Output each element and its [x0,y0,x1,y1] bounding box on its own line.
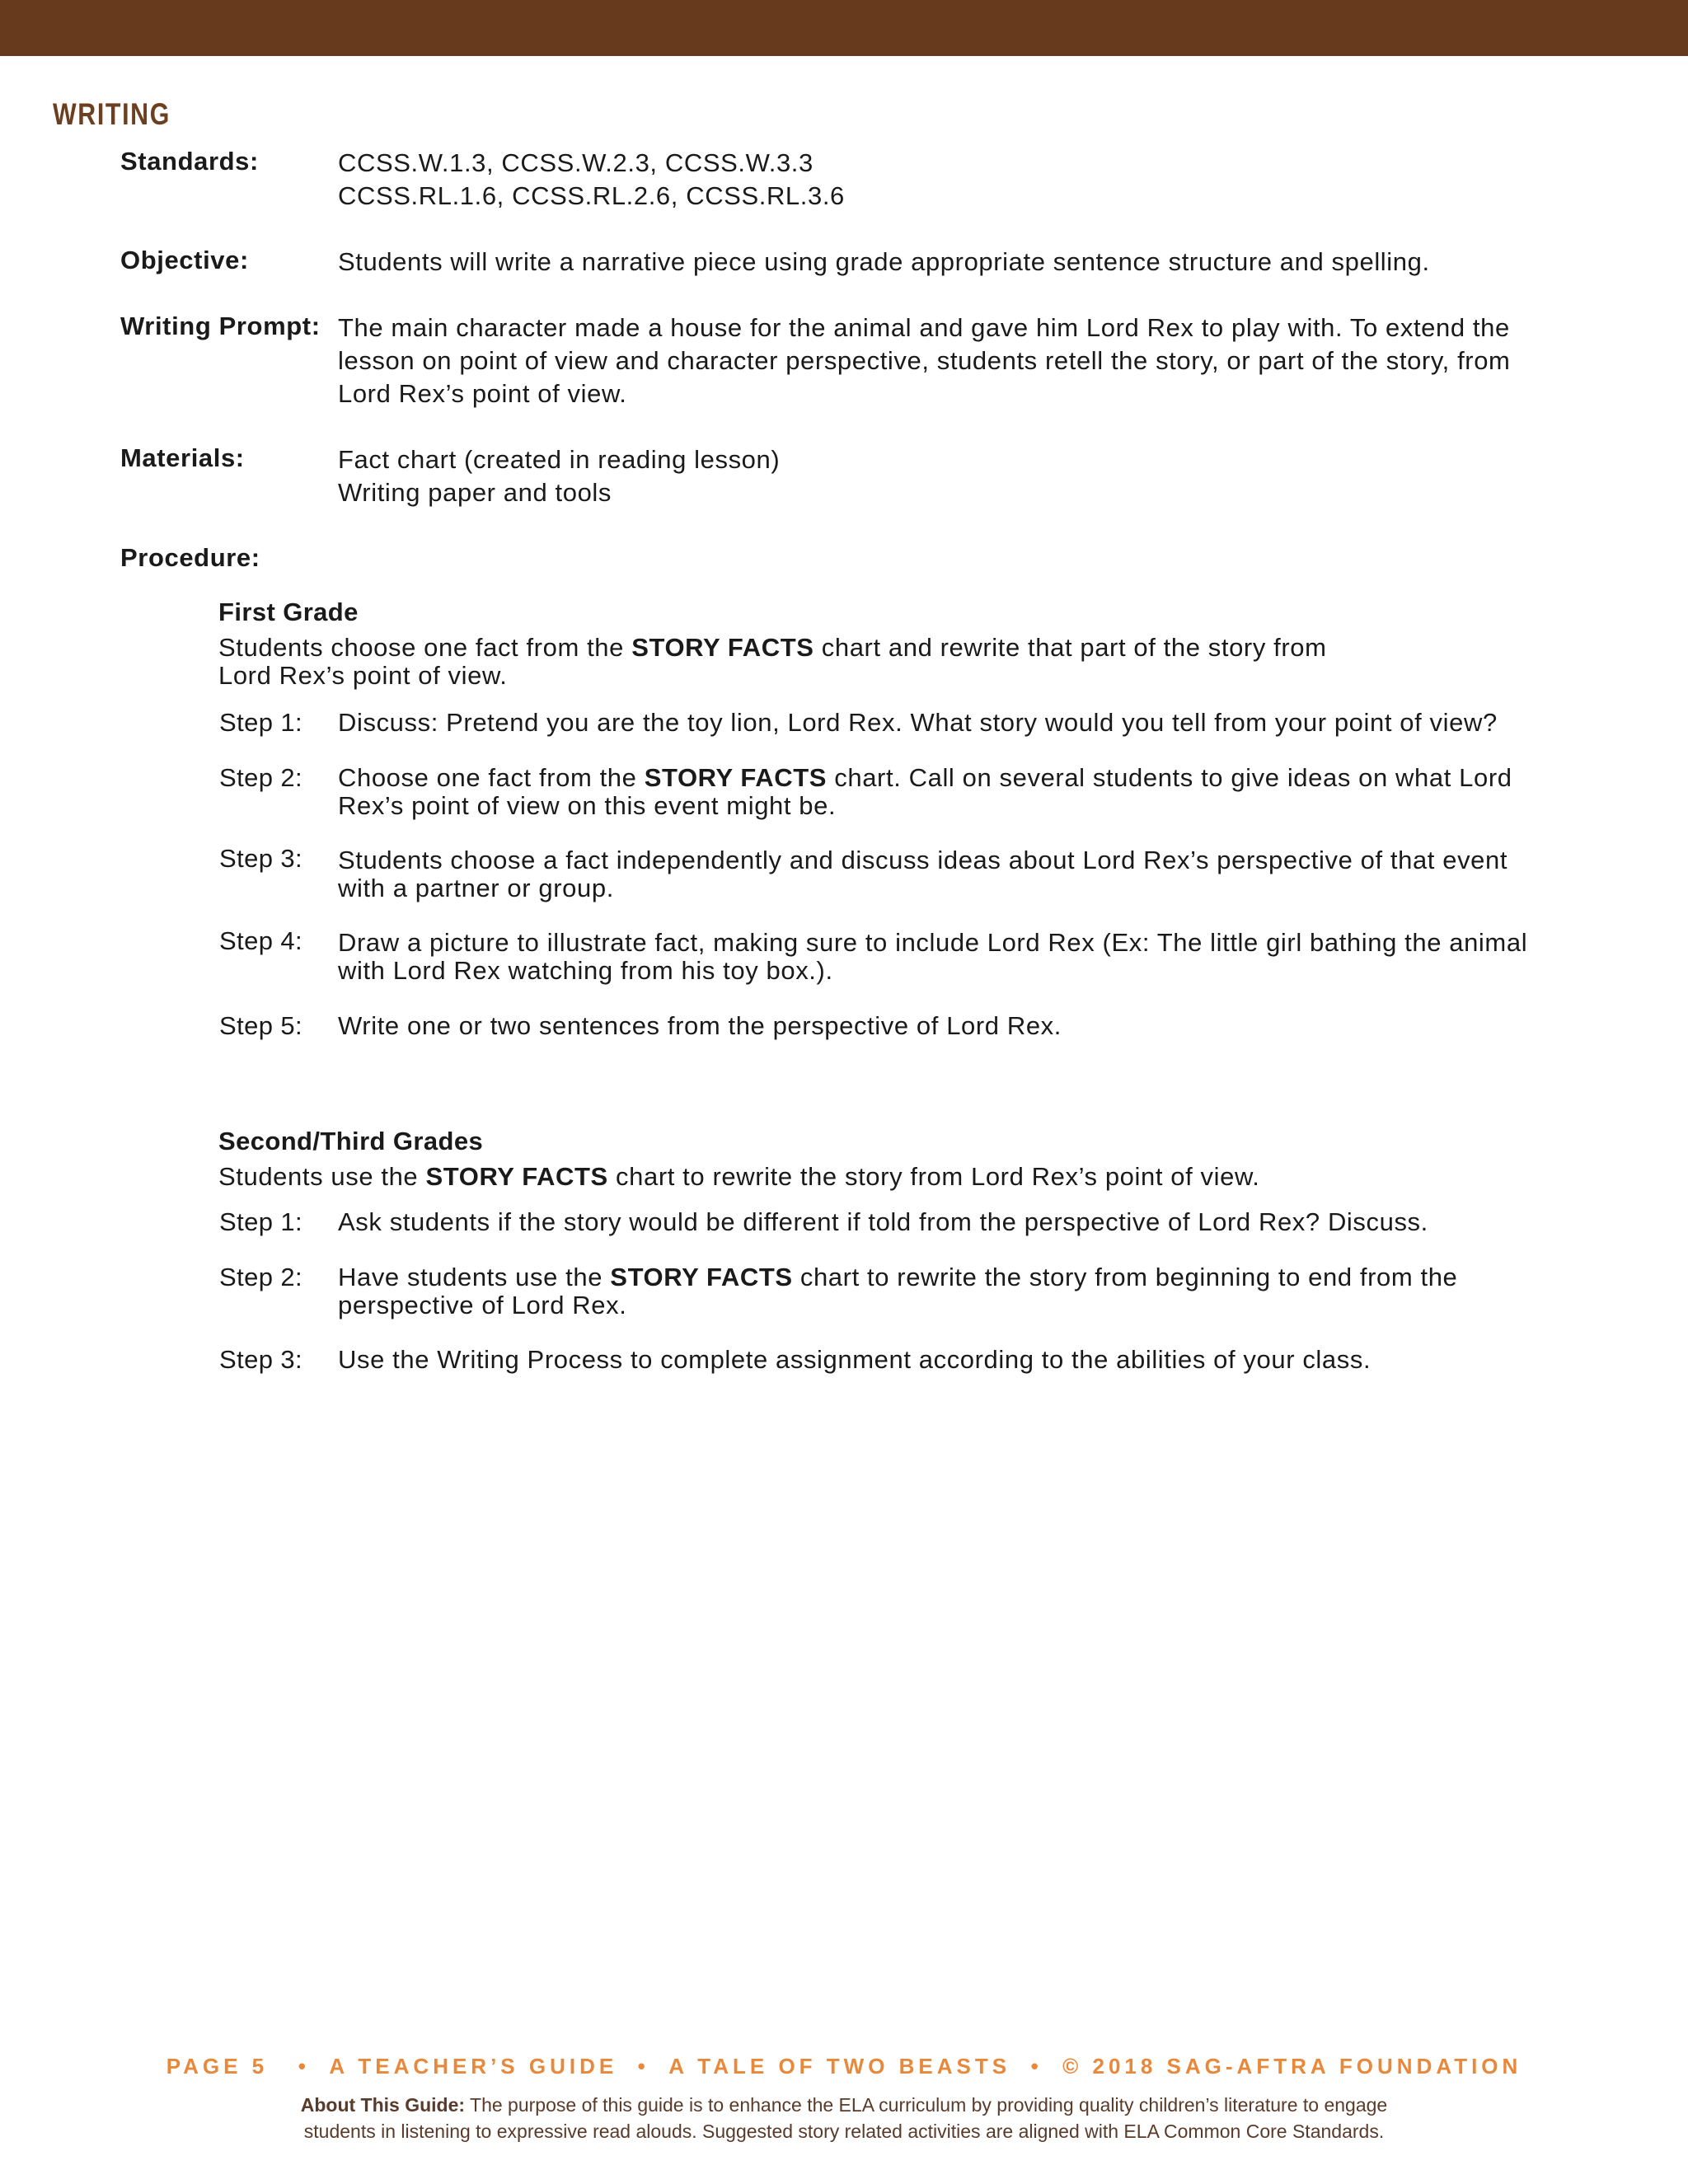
prompt-line: Lord Rex’s point of view. [338,379,627,408]
step-text: Students choose a fact independently and discuss ideas about Lord Rex’s perspective of that event with a partner or group. [338,846,1508,902]
standards-line: CCSS.RL.1.6, CCSS.RL.2.6, CCSS.RL.3.6 [338,181,845,210]
step-text: Write one or two sentences from the perspective of Lord Rex. [338,1011,1062,1040]
step-label: Step 2: [219,763,303,792]
step-label: Step 2: [219,1263,303,1291]
step-text: Choose one fact from the STORY FACTS chart. Call on several students to give ideas on what Lord Rex’s point of view on this event might be. [338,763,1512,820]
step-label: Step 3: [219,1345,303,1374]
objective-label: Objective: [120,246,249,274]
materials-label: Materials: [120,443,245,472]
writing-prompt-label: Writing Prompt: [120,312,321,340]
step-label: Step 1: [219,1207,303,1236]
procedure-label: Procedure: [120,543,260,572]
standards-value [338,147,1550,213]
step-text: Ask students if the story would be different if told from the perspective of Lord Rex? Discuss. [338,1207,1428,1236]
materials-line: Fact chart (created in reading lesson) [338,445,781,474]
step-label: Step 5: [219,1011,303,1040]
step-label: Step 4: [219,926,303,955]
story-facts-keyword: STORY FACTS [631,633,814,662]
footer-page-line: PAGE 5 • A TEACHER’S GUIDE • A TALE OF TWO BEASTS • © 2018 SAG-AFTRA FOUNDATION [166,2054,1522,2079]
section-title: WRITING [53,97,171,131]
standards-label: Standards: [120,147,259,176]
step-label: Step 1: [219,708,303,737]
footer-about-guide: About This Guide: The purpose of this guide is to enhance the ELA curriculum by providing quality children’s literature to engage students in listening to expressive read alouds. Suggested story related activities are aligned with ELA Common Core Standards. [300,2094,1388,2142]
prompt-line: The main character made a house for the animal and gave him Lord Rex to play with. To extend the [338,313,1510,342]
first-grade-heading: First Grade [218,598,359,626]
second-third-intro: Students use the STORY FACTS chart to rewrite the story from Lord Rex’s point of view. [218,1162,1260,1191]
step-text: Use the Writing Process to complete assignment according to the abilities of your class. [338,1345,1372,1374]
top-banner-bar [0,0,1688,56]
step-text: Draw a picture to illustrate fact, making sure to include Lord Rex (Ex: The little girl bathing the animal with Lord Rex watching from his toy box.). [338,928,1528,985]
first-grade-intro: Students choose one fact from the STORY FACTS chart and rewrite that part of the story from Lord Rex’s point of view. [218,633,1327,690]
second-third-heading: Second/Third Grades [218,1127,484,1155]
step-label: Step 3: [219,844,303,873]
objective-value [338,246,1550,279]
objective-line: Students will write a narrative piece using grade appropriate sentence structure and spelling. [338,247,1430,276]
prompt-line: lesson on point of view and character perspective, students retell the story, or part of the story, from [338,346,1511,375]
story-facts-keyword: STORY FACTS [425,1162,608,1191]
step-text: Have students use the STORY FACTS chart to rewrite the story from beginning to end from the perspective of Lord Rex. [338,1263,1458,1319]
materials-value [338,443,1550,509]
writing-prompt-value [338,312,1550,410]
materials-line: Writing paper and tools [338,478,612,507]
story-facts-keyword: STORY FACTS [644,763,828,792]
story-facts-keyword: STORY FACTS [610,1263,793,1291]
standards-line: CCSS.W.1.3, CCSS.W.2.3, CCSS.W.3.3 [338,148,814,177]
step-text: Discuss: Pretend you are the toy lion, Lord Rex. What story would you tell from your point of view? [338,708,1498,737]
about-label: About This Guide: [300,2094,466,2116]
